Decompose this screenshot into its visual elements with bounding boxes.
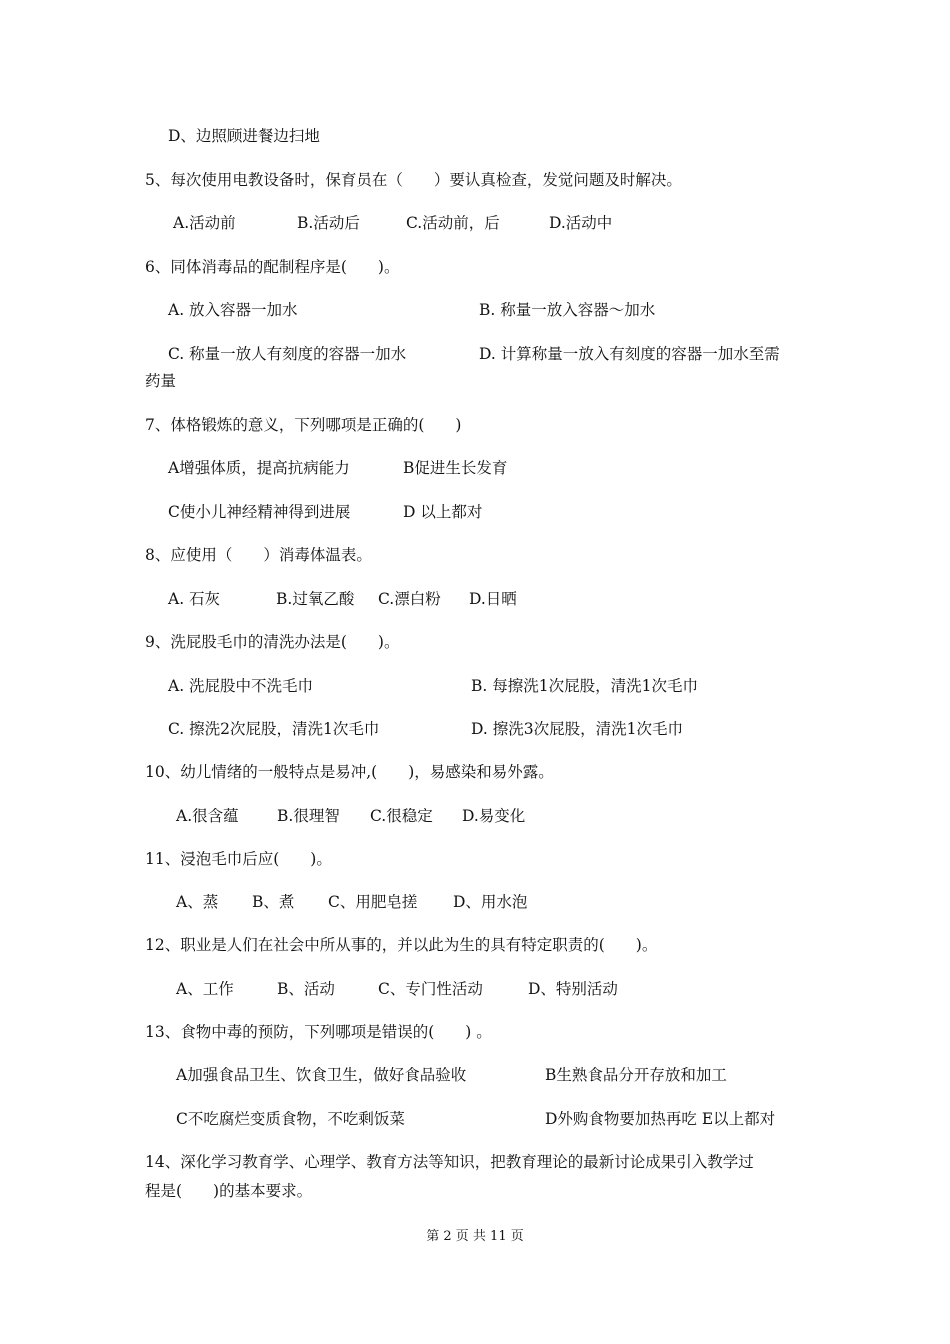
q6-option-a: A. 放入容器一加水 [168, 301, 298, 319]
q9-option-d: D. 擦洗3次屁股，清洗1次毛巾 [471, 720, 683, 738]
q5-option-d: D.活动中 [549, 214, 613, 232]
q12-option-d: D、特别活动 [528, 980, 618, 998]
q14-stem-line1: 14、深化学习教育学、心理学、教育方法等知识，把教育理论的最新讨论成果引入教学过 [145, 1153, 754, 1171]
q9-option-c: C. 擦洗2次屁股，清洗1次毛巾 [168, 720, 380, 738]
q9-option-a: A. 洗屁股中不洗毛巾 [168, 677, 314, 695]
q6-stem: 6、同体消毒品的配制程序是( )。 [145, 258, 400, 276]
q10-option-d: D.易变化 [462, 807, 526, 825]
q13-option-b: B生熟食品分开存放和加工 [545, 1066, 727, 1084]
q11-option-b: B、煮 [252, 893, 295, 911]
q7-option-d: D 以上都对 [403, 503, 483, 521]
q6-option-d-continued: 药量 [145, 372, 177, 390]
q10-option-b: B.很理智 [277, 807, 340, 825]
q6-option-b: B. 称量一放入容器～加水 [479, 301, 656, 319]
q7-option-a: A增强体质，提高抗病能力 [168, 459, 350, 477]
q13-option-d: D外购食物要加热再吃 E以上都对 [545, 1110, 776, 1128]
q12-option-a: A、工作 [176, 980, 234, 998]
q5-option-a: A.活动前 [173, 214, 236, 232]
q13-stem: 13、食物中毒的预防，下列哪项是错误的( ) 。 [145, 1023, 492, 1041]
q11-stem: 11、浸泡毛巾后应( )。 [145, 850, 332, 868]
q11-option-a: A、蒸 [176, 893, 219, 911]
q11-option-c: C、用肥皂搓 [328, 893, 418, 911]
q9-option-b: B. 每擦洗1次屁股，清洗1次毛巾 [471, 677, 698, 695]
q6-option-c: C. 称量一放人有刻度的容器一加水 [168, 345, 407, 363]
q8-option-b: B.过氧乙酸 [276, 590, 355, 608]
q13-option-c: C不吃腐烂变质食物，不吃剩饭菜 [176, 1110, 405, 1128]
q13-option-a: A加强食品卫生、饮食卫生，做好食品验收 [176, 1066, 467, 1084]
q8-option-d: D.日晒 [469, 590, 517, 608]
q14-stem-line2: 程是( )的基本要求。 [145, 1182, 313, 1200]
q10-stem: 10、幼儿情绪的一般特点是易冲,( )，易感染和易外露。 [145, 763, 554, 781]
q8-option-a: A. 石灰 [168, 590, 221, 608]
q4-option-d: D、边照顾进餐边扫地 [168, 127, 320, 145]
q8-option-c: C.漂白粉 [378, 590, 441, 608]
q5-stem: 5、每次使用电教设备时，保育员在（ ）要认真检查，发觉问题及时解决。 [145, 171, 682, 189]
page-footer: 第 2 页 共 11 页 [426, 1229, 524, 1244]
q5-option-b: B.活动后 [297, 214, 360, 232]
q5-option-c: C.活动前，后 [406, 214, 500, 232]
q7-option-c: C使小儿神经精神得到进展 [168, 503, 351, 521]
q12-option-b: B、活动 [277, 980, 335, 998]
q12-stem: 12、职业是人们在社会中所从事的，并以此为生的具有特定职责的( )。 [145, 936, 658, 954]
q7-option-b: B促进生长发育 [403, 459, 508, 477]
q7-stem: 7、体格锻炼的意义，下列哪项是正确的( ) [145, 416, 462, 434]
q11-option-d: D、用水泡 [453, 893, 528, 911]
q10-option-a: A.很含蕴 [176, 807, 239, 825]
q10-option-c: C.很稳定 [370, 807, 433, 825]
q6-option-d: D. 计算称量一放入有刻度的容器一加水至需 [479, 345, 780, 363]
q8-stem: 8、应使用（ ）消毒体温表。 [145, 546, 372, 564]
q9-stem: 9、洗屁股毛巾的清洗办法是( )。 [145, 633, 400, 651]
q12-option-c: C、专门性活动 [378, 980, 483, 998]
